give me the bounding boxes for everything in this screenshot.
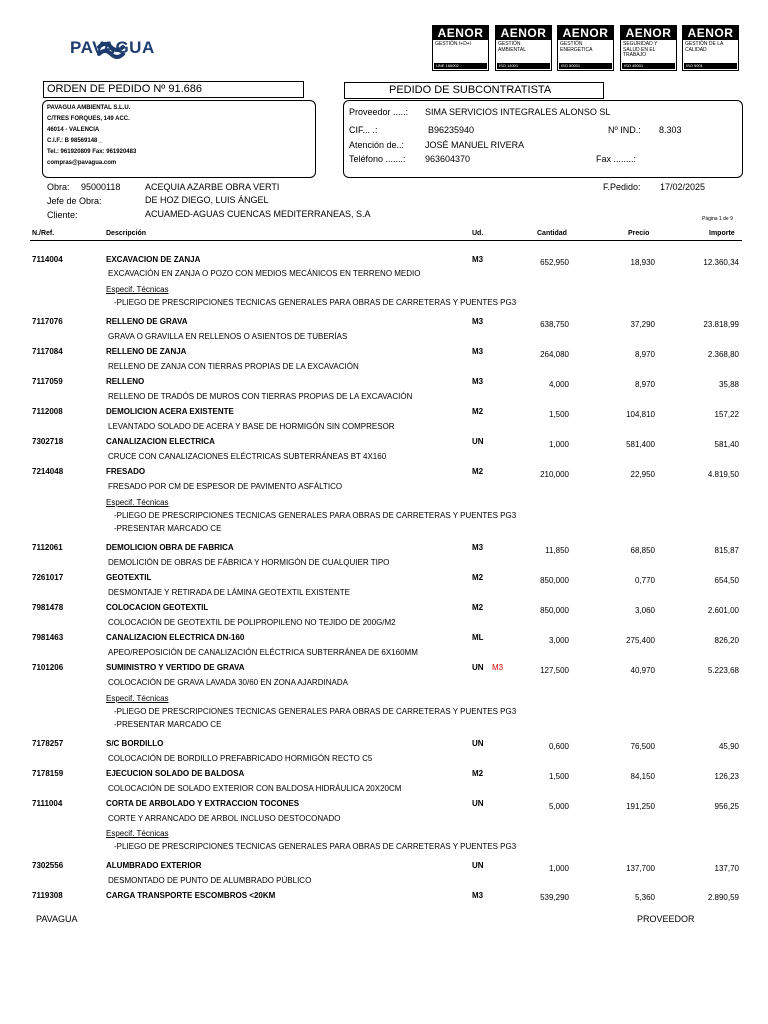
- item-price: 40,970: [630, 666, 655, 675]
- item-name: GEOTEXTIL: [106, 573, 152, 582]
- item-amount: 4.819,50: [707, 470, 739, 479]
- issuer-address: C/TRES FORQUES, 149 ACC.: [47, 116, 130, 122]
- item-desc: CORTE Y ARRANCADO DE ARBOL INCLUSO DESTOCONADO: [108, 814, 341, 823]
- col-ref-header: N./Ref.: [32, 230, 55, 237]
- item-amount: 826,20: [714, 636, 739, 645]
- item-name: COLOCACION GEOTEXTIL: [106, 603, 209, 612]
- cliente-value: ACUAMED-AGUAS CUENCAS MEDITERRANEAS, S.A: [145, 209, 371, 219]
- item-desc: EXCAVACIÓN EN ZANJA O POZO CON MEDIOS MECÁNICOS EN TERRENO MEDIO: [108, 269, 421, 278]
- item-name: SUMINISTRO Y VERTIDO DE GRAVA: [106, 663, 245, 672]
- item-ud: UN: [472, 861, 484, 870]
- item-price: 8,970: [634, 380, 655, 389]
- cert-code: ISO 9001: [684, 63, 737, 69]
- nind-value: 8.303: [659, 125, 682, 135]
- item-price: 68,850: [630, 546, 655, 555]
- item-ud: UN: [472, 437, 484, 446]
- item-amount: 23.818,99: [703, 320, 739, 329]
- phone-value: 963604370: [425, 154, 471, 164]
- aenor-cert-badge: [557, 25, 614, 71]
- item-ud: M2: [472, 573, 484, 582]
- item-desc: COLOCACIÓN DE GEOTEXTIL DE POLIPROPILENO NO TEJIDO DE 200G/M2: [108, 618, 396, 627]
- item-spec: Especif. Técnicas: [106, 285, 169, 294]
- cert-code: UNE 166002: [434, 63, 487, 69]
- cert-code: ISO 45001: [622, 63, 675, 69]
- item-name: CORTA DE ARBOLADO Y EXTRACCION TOCONES: [106, 799, 300, 808]
- item-amount: 2.601,00: [707, 606, 739, 615]
- item-desc: COLOCACIÓN DE GRAVA LAVADA 30/60 EN ZONA AJARDINADA: [108, 678, 348, 687]
- subcontract-title-box: [344, 82, 604, 99]
- cert-name: AENOR: [496, 26, 551, 40]
- item-price: 5,360: [634, 893, 655, 902]
- fax-label: Fax ........:: [596, 154, 637, 164]
- item-qty: 638,750: [540, 320, 569, 329]
- cert-label: GESTIÓN I+D+i: [435, 41, 471, 47]
- col-amount-header: Importe: [709, 230, 735, 237]
- item-name: RELLENO DE GRAVA: [106, 317, 188, 326]
- cif-label: CIF... .:: [349, 125, 378, 135]
- order-title-box: [43, 81, 304, 98]
- footer-supplier: PROVEEDOR: [637, 914, 695, 924]
- aenor-cert-badge: [432, 25, 489, 71]
- item-desc: RELLENO DE ZANJA CON TIERRAS PROPIAS DE LA EXCAVACIÓN: [108, 362, 359, 371]
- issuer-box: [42, 100, 316, 178]
- item-ud: M3: [472, 317, 484, 326]
- attention-value: JOSÉ MANUEL RIVERA: [425, 140, 525, 150]
- cert-name: AENOR: [621, 26, 676, 40]
- item-spec: Especif. Técnicas: [106, 498, 169, 507]
- item-name: ALUMBRADO EXTERIOR: [106, 861, 202, 870]
- item-spec2: -PRESENTAR MARCADO CE: [114, 720, 222, 729]
- item-ref: 7112008: [32, 407, 63, 416]
- cert-name: AENOR: [558, 26, 613, 40]
- item-amount: 2.890,59: [707, 893, 739, 902]
- cert-code: ISO 14001: [497, 63, 550, 69]
- item-name: CARGA TRANSPORTE ESCOMBROS <20KM: [106, 891, 276, 900]
- col-ud-header: Ud.: [472, 230, 484, 237]
- item-amount: 137,70: [714, 864, 739, 873]
- item-qty: 4,000: [548, 380, 569, 389]
- item-ud: M3: [472, 377, 484, 386]
- item-qty: 539,290: [540, 893, 569, 902]
- item-name: RELLENO DE ZANJA: [106, 347, 187, 356]
- item-ref: 7302718: [32, 437, 64, 446]
- issuer-email: compras@pavagua.com: [47, 160, 117, 166]
- item-ref: 7114004: [32, 255, 63, 264]
- item-price: 84,150: [630, 772, 655, 781]
- item-ref: 7111004: [32, 799, 63, 808]
- item-spec: Especif. Técnicas: [106, 694, 169, 703]
- supplier-box: [343, 100, 743, 178]
- item-ud: UN: [472, 663, 484, 672]
- item-spec1: -PLIEGO DE PRESCRIPCIONES TECNICAS GENERALES PARA OBRAS DE CARRETERAS Y PUENTES PG3: [114, 298, 517, 307]
- item-price: 0,770: [634, 576, 655, 585]
- item-desc: APEO/REPOSICIÓN DE CANALIZACIÓN ELÉCTRICA SUBTERRÁNEA DE 6X160MM: [108, 648, 418, 657]
- item-ref: 7178159: [32, 769, 64, 778]
- supplier-label: Proveedor .....:: [349, 107, 409, 117]
- item-desc: RELLENO DE TRADÓS DE MUROS CON TIERRAS PROPIAS DE LA EXCAVACIÓN: [108, 392, 413, 401]
- item-name: S/C BORDILLO: [106, 739, 164, 748]
- item-qty: 1,000: [548, 440, 569, 449]
- aenor-cert-badge: [682, 25, 739, 71]
- item-ud: M3: [472, 891, 484, 900]
- item-ref: 7117059: [32, 377, 63, 386]
- item-spec1: -PLIEGO DE PRESCRIPCIONES TECNICAS GENERALES PARA OBRAS DE CARRETERAS Y PUENTES PG3: [114, 707, 517, 716]
- item-ref: 7117084: [32, 347, 63, 356]
- attention-label: Atención de..:: [349, 140, 405, 150]
- fpedido-value: 17/02/2025: [660, 182, 706, 192]
- item-qty: 127,500: [540, 666, 569, 675]
- item-qty: 1,500: [548, 772, 569, 781]
- item-amount: 654,50: [714, 576, 739, 585]
- item-ud: M3: [472, 255, 484, 264]
- item-ref: 7981478: [32, 603, 64, 612]
- item-desc: DESMONTAJE Y RETIRADA DE LÁMINA GEOTEXTIL EXISTENTE: [108, 588, 350, 597]
- cert-name: AENOR: [433, 26, 488, 40]
- cert-label: SEGURIDAD Y SALUD EN EL TRABAJO: [623, 41, 658, 58]
- item-ref: 7119308: [32, 891, 63, 900]
- item-desc: COLOCACIÓN DE BORDILLO PREFABRICADO HORMIGÓN RECTO C5: [108, 754, 373, 763]
- item-qty: 1,000: [548, 864, 569, 873]
- item-price: 37,290: [630, 320, 655, 329]
- item-ud: M2: [472, 769, 484, 778]
- item-ref: 7214048: [32, 467, 64, 476]
- item-ud: UN: [472, 799, 484, 808]
- issuer-cif: C.I.F.: B 98569148 _: [47, 138, 103, 144]
- item-price: 275,400: [626, 636, 655, 645]
- item-price: 22,950: [630, 470, 655, 479]
- cert-label: GESTIÓN AMBIENTAL: [498, 41, 526, 53]
- item-name: FRESADO: [106, 467, 146, 476]
- obra-label: Obra:: [47, 182, 70, 192]
- item-ref: 7117076: [32, 317, 63, 326]
- item-qty: 264,080: [540, 350, 569, 359]
- item-price: 191,250: [626, 802, 655, 811]
- item-ref: 7261017: [32, 573, 64, 582]
- item-desc: DEMOLICIÓN DE OBRAS DE FÁBRICA Y HORMIGÓN DE CUALQUIER TIPO: [108, 558, 390, 567]
- item-desc: DESMONTADO DE PUNTO DE ALUMBRADO PÚBLICO: [108, 876, 312, 885]
- order-title: ORDEN DE PEDIDO Nº 91.686: [47, 83, 203, 95]
- item-desc: CRUCE CON CANALIZACIONES ELÉCTRICAS SUBTERRÁNEAS BT 4X160: [108, 452, 387, 461]
- item-name: EJECUCION SOLADO DE BALDOSA: [106, 769, 245, 778]
- item-spec1: -PLIEGO DE PRESCRIPCIONES TECNICAS GENERALES PARA OBRAS DE CARRETERAS Y PUENTES PG3: [114, 842, 517, 851]
- item-qty: 5,000: [548, 802, 569, 811]
- item-qty: 11,850: [545, 546, 569, 555]
- cert-name: AENOR: [683, 26, 738, 40]
- cif-value: B96235940: [428, 125, 475, 135]
- page-number: Página 1 de 9: [702, 216, 733, 222]
- issuer-city: 46014 - VALENCIA: [47, 127, 100, 133]
- item-price: 137,700: [626, 864, 655, 873]
- cert-label: GESTIÓN ENERGÉTICA: [560, 41, 593, 53]
- subcontract-title: PEDIDO DE SUBCONTRATISTA: [389, 84, 552, 96]
- item-spec1: -PLIEGO DE PRESCRIPCIONES TECNICAS GENERALES PARA OBRAS DE CARRETERAS Y PUENTES PG3: [114, 511, 517, 520]
- item-name: CANALIZACION ELECTRICA DN-160: [106, 633, 245, 642]
- item-ref: 7302556: [32, 861, 64, 870]
- item-amount: 157,22: [714, 410, 739, 419]
- fpedido-label: F.Pedido:: [603, 182, 641, 192]
- item-ref: 7112061: [32, 543, 63, 552]
- item-amount: 956,25: [714, 802, 739, 811]
- item-amount: 126,23: [714, 772, 739, 781]
- footer-company: PAVAGUA: [36, 914, 78, 924]
- item-desc: COLOCACIÓN DE SOLADO EXTERIOR CON BALDOSA HIDRÁULICA 20X20CM: [108, 784, 402, 793]
- item-qty: 1,500: [548, 410, 569, 419]
- cert-code: ISO 50001: [559, 63, 612, 69]
- issuer-name: PAVAGUA AMBIENTAL S.L.U.: [47, 105, 131, 111]
- item-amount: 35,88: [718, 380, 739, 389]
- item-name: CANALIZACION ELECTRICA: [106, 437, 215, 446]
- item-amount: 12.360,34: [703, 258, 739, 267]
- col-qty-header: Cantidad: [537, 230, 567, 237]
- item-ref: 7178257: [32, 739, 64, 748]
- item-name: RELLENO: [106, 377, 145, 386]
- brand-name: PAVAGUA: [70, 38, 155, 57]
- item-name: DEMOLICION ACERA EXISTENTE: [106, 407, 234, 416]
- item-desc: GRAVA O GRAVILLA EN RELLENOS O ASIENTOS DE TUBERÍAS: [108, 332, 348, 341]
- cliente-label: Cliente:: [47, 210, 78, 220]
- item-price: 581,400: [626, 440, 655, 449]
- supplier-name: SIMA SERVICIOS INTEGRALES ALONSO SL: [425, 107, 611, 117]
- item-desc: FRESADO POR CM DE ESPESOR DE PAVIMENTO ASFÁLTICO: [108, 482, 343, 491]
- item-qty: 0,600: [548, 742, 569, 751]
- item-ud2: M3: [492, 663, 504, 672]
- item-qty: 3,000: [548, 636, 569, 645]
- item-ref: 7101206: [32, 663, 64, 672]
- jefe-label: Jefe de Obra:: [47, 196, 102, 206]
- item-amount: 581,40: [714, 440, 739, 449]
- item-qty: 210,000: [540, 470, 569, 479]
- item-qty: 652,950: [540, 258, 569, 267]
- item-amount: 5.223,68: [707, 666, 739, 675]
- item-price: 3,060: [634, 606, 655, 615]
- item-ref: 7981463: [32, 633, 64, 642]
- header-divider: [30, 240, 742, 241]
- item-amount: 815,87: [714, 546, 739, 555]
- item-desc: LEVANTADO SOLADO DE ACERA Y BASE DE HORMIGÓN SIN COMPRESOR: [108, 422, 395, 431]
- cert-label: GESTIÓN DE LA CALIDAD: [685, 41, 724, 53]
- col-desc-header: Descripción: [106, 230, 147, 237]
- item-amount: 45,90: [718, 742, 739, 751]
- item-price: 104,810: [626, 410, 655, 419]
- item-amount: 2.368,80: [707, 350, 739, 359]
- aenor-cert-badge: [620, 25, 677, 71]
- item-price: 18,930: [630, 258, 655, 267]
- item-ud: M2: [472, 603, 484, 612]
- item-ud: M2: [472, 467, 484, 476]
- item-spec2: -PRESENTAR MARCADO CE: [114, 524, 222, 533]
- item-ud: M2: [472, 407, 484, 416]
- col-price-header: Precio: [628, 230, 650, 237]
- issuer-phone: Tel.: 961920809 Fax: 961920483: [47, 149, 137, 155]
- item-name: DEMOLICION OBRA DE FABRICA: [106, 543, 234, 552]
- obra-code: 95000118: [81, 182, 121, 192]
- item-spec: Especif. Técnicas: [106, 829, 169, 838]
- item-price: 8,970: [634, 350, 655, 359]
- item-ud: UN: [472, 739, 484, 748]
- item-ud: M3: [472, 347, 484, 356]
- nind-label: Nº IND.:: [608, 125, 641, 135]
- item-qty: 850,000: [540, 606, 569, 615]
- aenor-cert-badge: [495, 25, 552, 71]
- item-price: 76,500: [630, 742, 655, 751]
- jefe-value: DE HOZ DIEGO, LUIS ÁNGEL: [145, 195, 269, 205]
- item-qty: 850,000: [540, 576, 569, 585]
- phone-label: Teléfono .......:: [349, 154, 406, 164]
- item-ud: M3: [472, 543, 484, 552]
- obra-name: ACEQUIA AZARBE OBRA VERTI: [145, 182, 280, 192]
- item-name: EXCAVACION DE ZANJA: [106, 255, 201, 264]
- item-ud: ML: [472, 633, 484, 642]
